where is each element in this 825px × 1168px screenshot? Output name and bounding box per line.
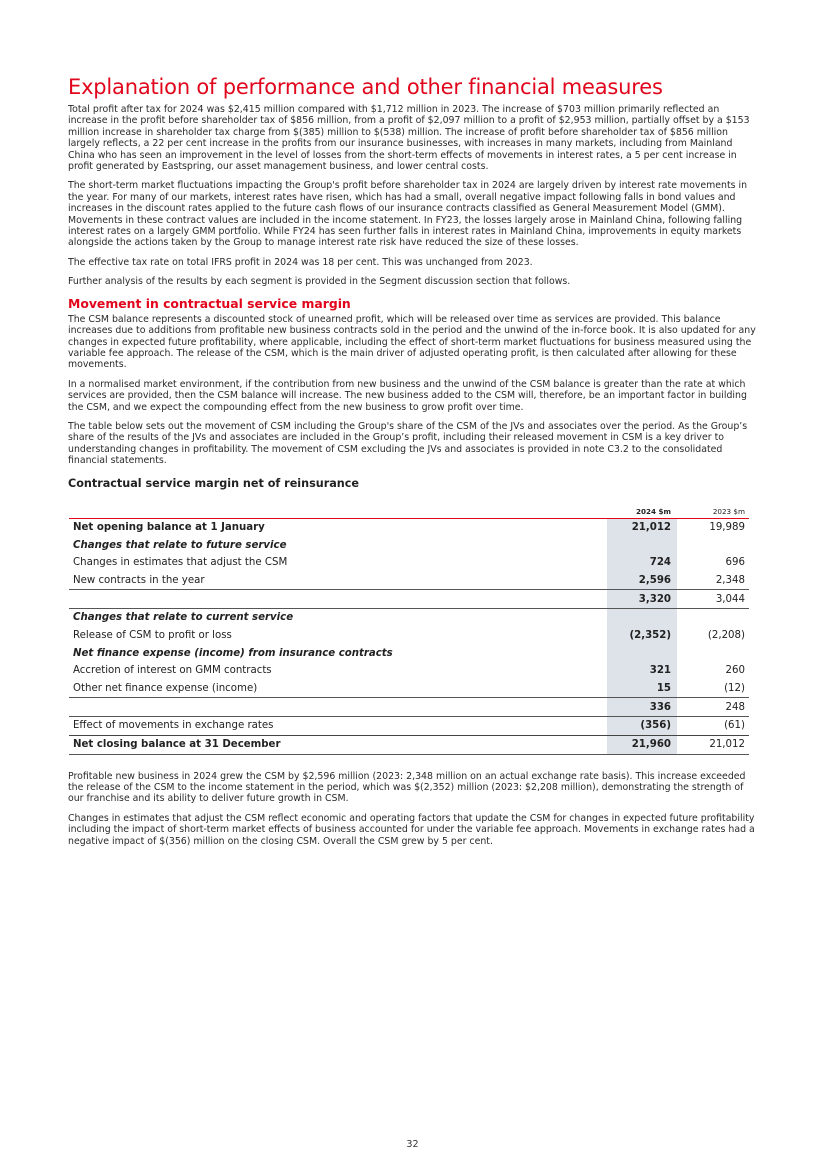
header-2023: 2023 $m (712, 506, 745, 516)
value-2024: 21,012 (607, 518, 677, 536)
table-row (69, 554, 749, 572)
table-row (69, 536, 749, 554)
table-title: Contractual service margin net of reinsurance (68, 476, 359, 490)
row-label: New contracts in the year (73, 574, 205, 586)
row-label: Net opening balance at 1 January (73, 521, 265, 533)
value-2024 (607, 536, 677, 554)
closing-paragraph-2: Changes in estimates that adjust the CSM reflect economic and operating factors that update the CSM for changes in expected future profitability including the impact of short-term market effects of business accounted for under the variable fee approach. Movements in exchange rates had a negative impact of $(356) million on the closing CSM. Overall the CSM grew by 5 per cent. (68, 812, 755, 847)
closing-paragraph-1: Profitable new business in 2024 grew the CSM by $2,596 million (2023: 2,348 million on an actual exchange rate basis). This increase exceeded the release of the CSM to the income statement in the period, which was $(2,352) million (2023: $2,208 million), demonstrating the strength of our franchise and its ability to deliver future growth in CSM. (68, 770, 746, 805)
intro-paragraph-3: The effective tax rate on total IFRS profit in 2024 was 18 per cent. This was unchanged from 2023. (68, 256, 533, 268)
value-2023: 260 (725, 665, 745, 677)
section-heading: Movement in contractual service margin (68, 295, 351, 311)
table-row (69, 644, 749, 662)
value-2023: (12) (724, 683, 745, 695)
row-label (69, 590, 607, 609)
section-paragraph-1: The CSM balance represents a discounted stock of unearned profit, which will be released over time as services are provided. This balance increases due to additions from profitable new business contracts sold in the period and the unwind of the in-force book. It is also updated for any changes in expected future profitability, where applicable, including the effect of short-term market fluctuations for business measured using the variable fee approach. The release of the CSM, which is the main driver of adjusted operating profit, is then calculated after allowing for these movements. (68, 313, 756, 371)
value-2023: 696 (725, 557, 745, 569)
table-row (69, 662, 749, 680)
value-2024: (356) (607, 717, 677, 736)
subtotal-row (69, 698, 749, 717)
total-row (69, 735, 749, 754)
table-header-row (69, 503, 749, 519)
page-title: Explanation of performance and other financial measures (68, 75, 663, 99)
value-2024 (607, 609, 677, 627)
value-2023: 248 (725, 701, 745, 713)
table-row (69, 572, 749, 590)
row-label: Accretion of interest on GMM contracts (73, 665, 272, 677)
value-2023: (61) (724, 720, 745, 732)
subtotal-row (69, 590, 749, 609)
value-2023: 2,348 (715, 574, 745, 586)
value-2024: 724 (607, 554, 677, 572)
value-2023 (677, 644, 749, 662)
csm-table (69, 503, 749, 755)
value-2024: 21,960 (607, 735, 677, 754)
intro-paragraph-1: Total profit after tax for 2024 was $2,415 million compared with $1,712 million in 2023. The increase of $703 million primarily reflected an increase in the profit before shareholder tax of $856 million, from a profit of $2,097 million to a profit of $2,953 million, partially offset by a $153 million increase in shareholder tax charge from $(385) million to $(538) million. The increase of profit before shareholder tax of $856 million largely reflects, a 22 per cent increase in the profits from our insurance businesses, with increases in many markets, including from Mainland China who has seen an improvement in the level of losses from the short-term effects of movements in interest rates, a 5 per cent increase in profit generated by Eastspring, our asset management business, and lower central costs. (68, 104, 750, 173)
page-content (68, 74, 758, 855)
table-row (69, 627, 749, 645)
header-2024: 2024 $m (636, 506, 671, 516)
row-label: Changes that relate to current service (73, 612, 294, 624)
intro-paragraph-4: Further analysis of the results by each segment is provided in the Segment discussion section that follows. (68, 276, 571, 288)
value-2023: 19,989 (709, 521, 745, 533)
value-2023: 3,044 (715, 593, 745, 605)
value-2024 (607, 644, 677, 662)
page-number: 32 (406, 1139, 419, 1150)
header-label-cell (69, 503, 607, 519)
table-row (69, 518, 749, 536)
row-label: Other net finance expense (income) (73, 683, 258, 695)
section-paragraph-3: The table below sets out the movement of CSM including the Group's share of the CSM of the JVs and associates over the period. As the Group’s share of the results of the JVs and associates are included in the Group’s profit, including their released movement in CSM is a key driver to understanding changes in profitability. The movement of CSM excluding the JVs and associates is provided in note C3.2 to the consolidated financial statements. (68, 420, 748, 467)
value-2024: (2,352) (607, 627, 677, 645)
table-row (69, 609, 749, 627)
row-label: Release of CSM to profit or loss (73, 630, 232, 642)
value-2024: 321 (607, 662, 677, 680)
table-row (69, 717, 749, 736)
value-2024: 2,596 (607, 572, 677, 590)
row-label (69, 698, 607, 717)
intro-paragraph-2: The short-term market fluctuations impacting the Group's profit before shareholder tax in 2024 are largely driven by interest rate movements in the year. For many of our markets, interest rates have risen, which has had a small, overall negative impact following falls in bond values and increases in the discount rates applied to the future cash flows of our insurance contracts classified as General Measurement Model (GMM). Movements in these contract values are included in the income statement. In FY23, the losses largely arose in Mainland China, following falling interest rates on a largely GMM portfolio. While FY24 has seen further falls in interest rates in Mainland China, improvements in equity markets alongside the actions taken by the Group to manage interest rate risk have reduced the size of these losses. (68, 180, 748, 249)
value-2024: 15 (607, 680, 677, 698)
value-2023 (677, 536, 749, 554)
value-2023 (677, 609, 749, 627)
value-2024: 3,320 (607, 590, 677, 609)
row-label: Net finance expense (income) from insurance contracts (73, 647, 393, 659)
section-paragraph-2: In a normalised market environment, if the contribution from new business and the unwind of the CSM balance is greater than the rate at which services are provided, then the CSM balance will increase. The new business added to the CSM will, therefore, be an important factor in building the CSM, and we expect the compounding effect from the new business to grow profit over time. (68, 378, 747, 413)
value-2024: 336 (607, 698, 677, 717)
table-row (69, 680, 749, 698)
row-label: Changes in estimates that adjust the CSM (73, 557, 288, 569)
row-label: Changes that relate to future service (73, 539, 287, 551)
value-2023: 21,012 (709, 739, 745, 751)
row-label: Net closing balance at 31 December (73, 739, 281, 751)
value-2023: (2,208) (707, 630, 745, 642)
row-label: Effect of movements in exchange rates (73, 720, 274, 732)
